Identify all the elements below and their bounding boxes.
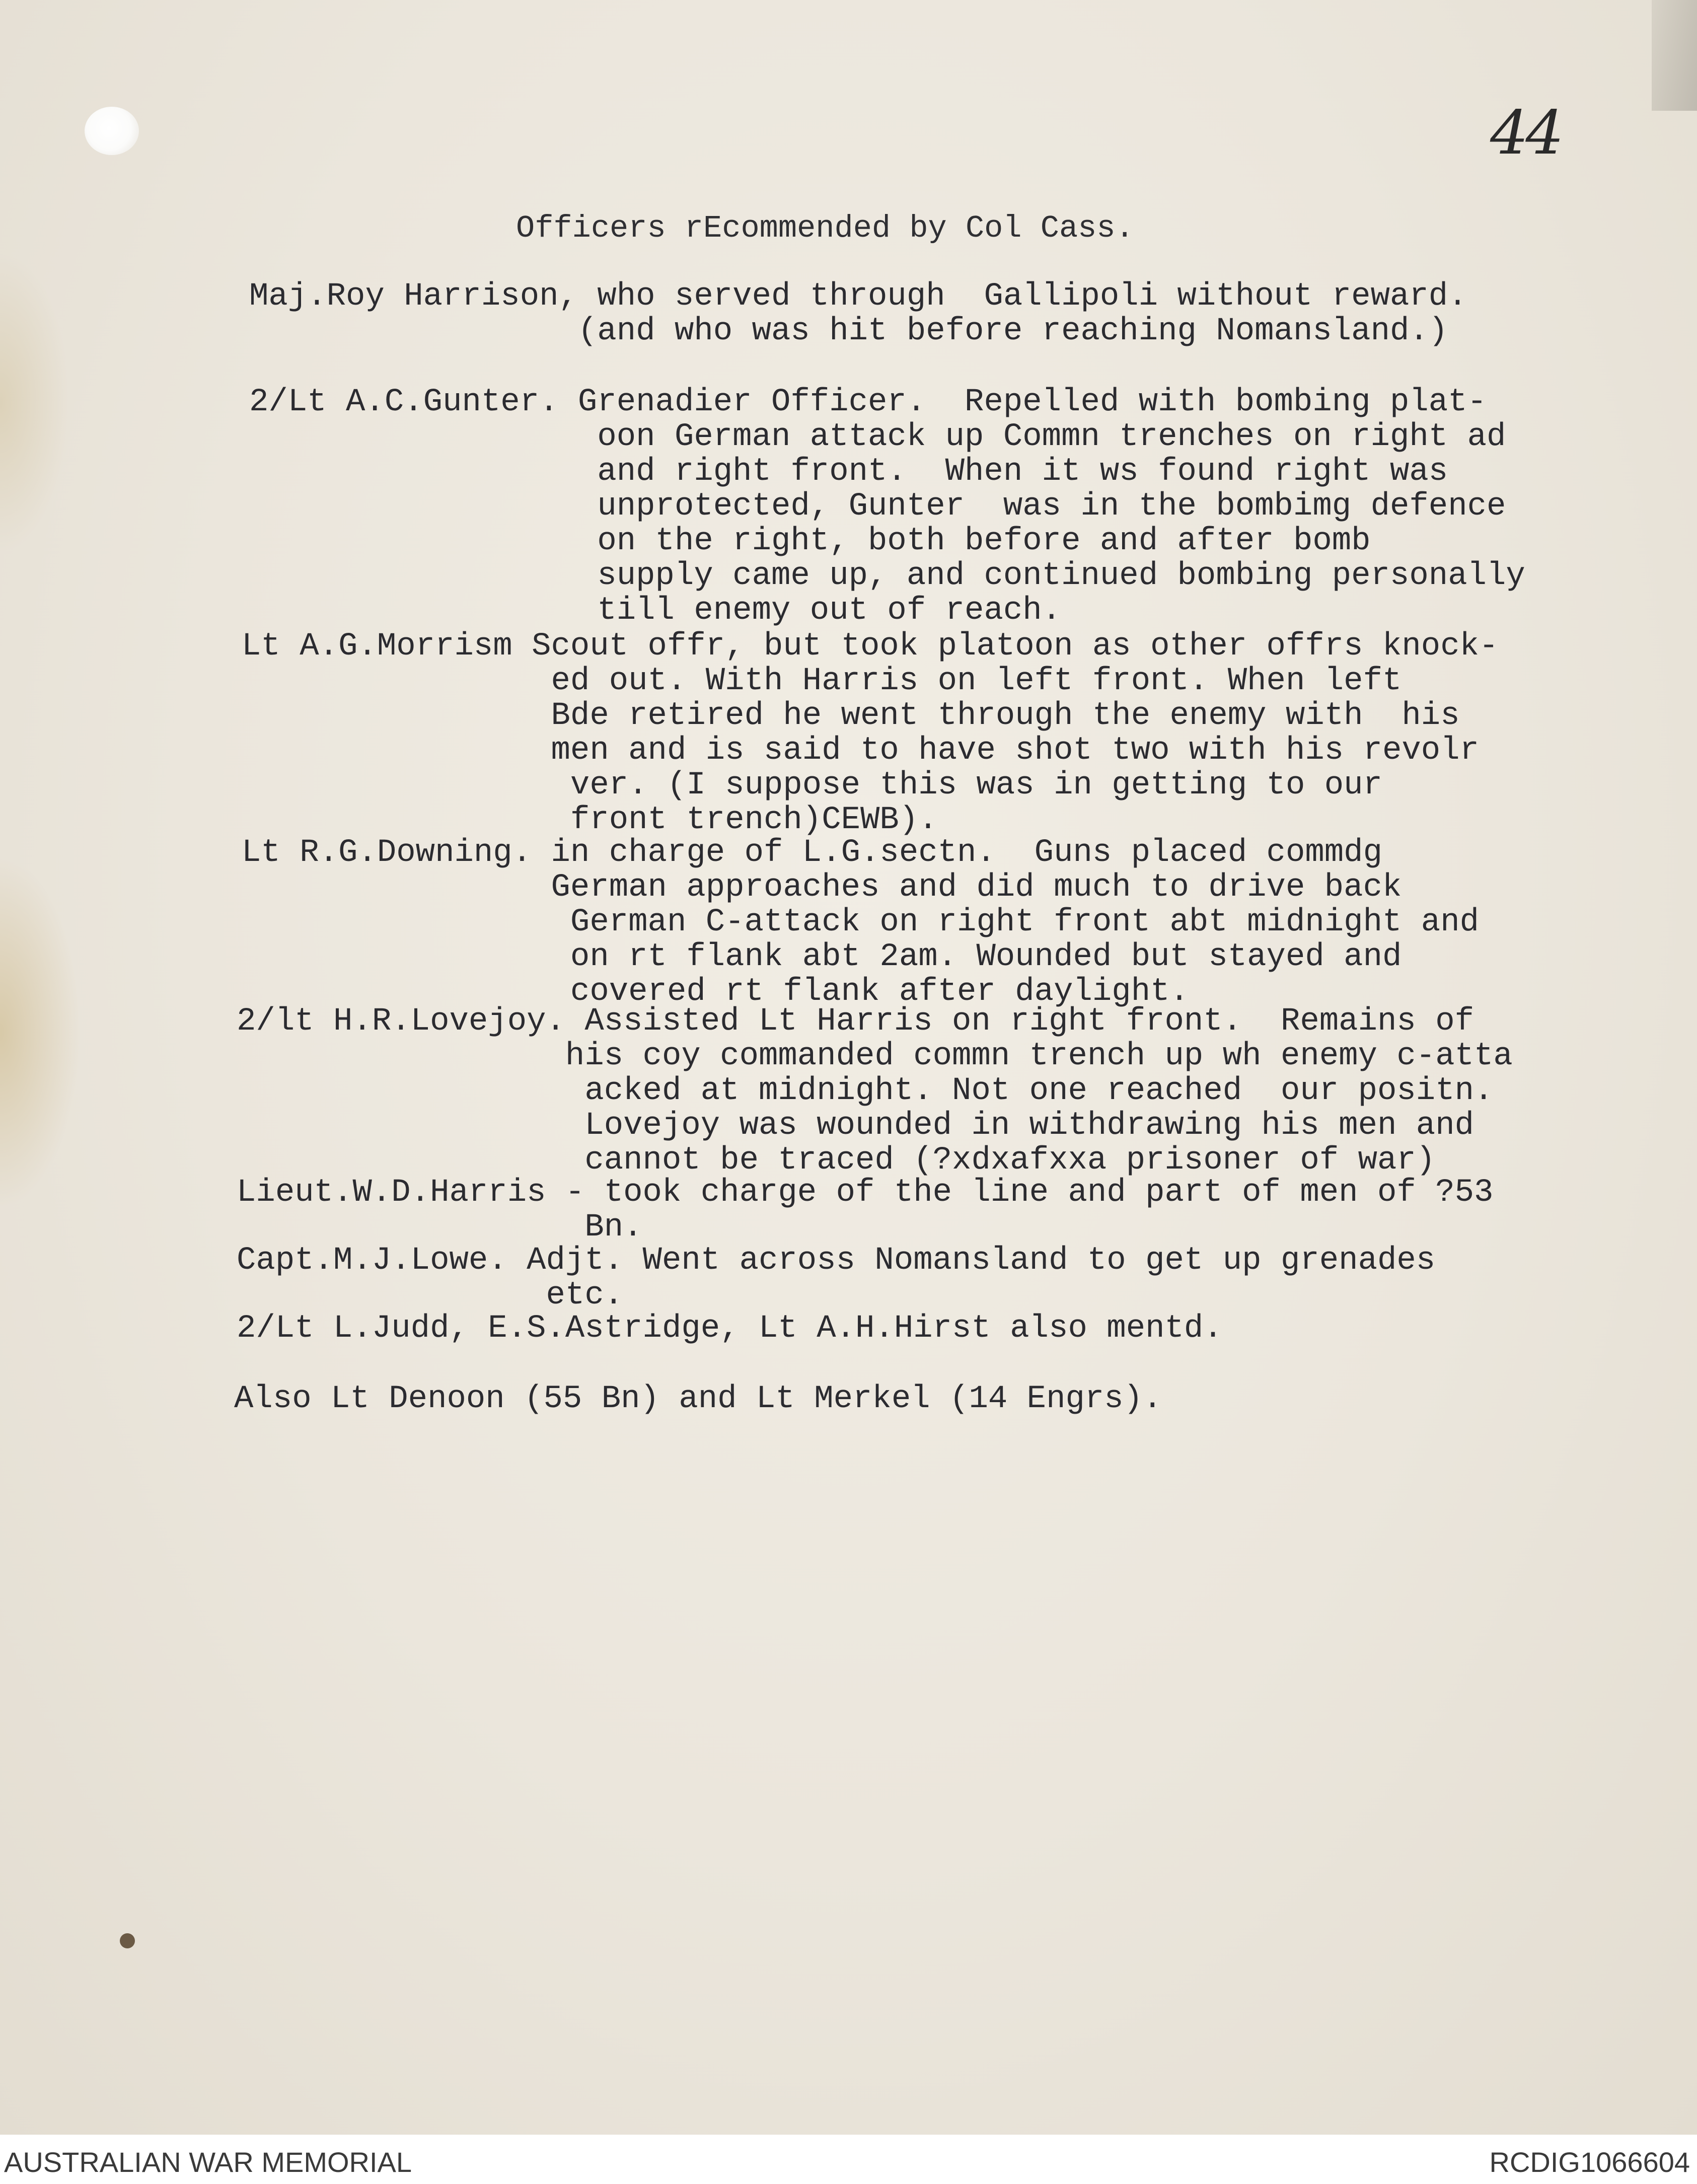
paper-stain	[0, 252, 70, 554]
officer-entry: Lieut.W.D.Harris - took charge of the line and part of men of ?53 Bn.	[237, 1175, 1494, 1246]
officer-entry: Maj.Roy Harrison, who served through Gallipoli without reward. (and who was hit before reaching Nomansland.)	[249, 278, 1467, 349]
paper-stain	[0, 856, 81, 1208]
archive-footer	[0, 2135, 1697, 2184]
officer-entry: Also Lt Denoon (55 Bn) and Lt Merkel (14 Engrs).	[234, 1381, 1162, 1417]
reference-id: RCDIG1066604	[1489, 2146, 1690, 2178]
officer-entry: Lt R.G.Downing. in charge of L.G.sectn. Guns placed commdg German approaches and did much to drive back German C-attack on right front abt midnight and on rt flank abt 2am. Wounded but stayed and covered rt flank after daylight.	[242, 835, 1479, 1010]
ink-spot	[120, 1933, 135, 1948]
officer-entry: Lt A.G.Morrism Scout offr, but took platoon as other offrs knock- ed out. With Harris on left front. When left Bde retired he went through the enemy with his men and is said to have shot two with his revolr ver. (I suppose this was in getting to our front trench)CEWB).	[242, 628, 1499, 838]
officer-entry: 2/Lt L.Judd, E.S.Astridge, Lt A.H.Hirst also mentd.	[237, 1311, 1223, 1347]
officer-entry: 2/Lt A.C.Gunter. Grenadier Officer. Repelled with bombing plat- oon German attack up Commn trenches on right ad and right front. When it ws found right was unprotected, Gunter was in the bombimg defence on the right, both before and after bomb supply came up, and continued bombing personally till enemy out of reach.	[249, 384, 1525, 629]
officer-entry: 2/lt H.R.Lovejoy. Assisted Lt Harris on right front. Remains of his coy commanded commn trench up wh enemy c-atta acked at midnight. Not one reached our positn. Lovejoy was wounded in withdrawing his men and cannot be traced (?xdxafxxa prisoner of war)	[237, 1003, 1513, 1179]
document-title: Officers rEcommended by Col Cass.	[516, 210, 1134, 246]
officer-entry: Capt.M.J.Lowe. Adjt. Went across Nomansland to get up grenades etc.	[237, 1243, 1436, 1314]
punch-hole	[85, 107, 139, 155]
institution-label: AUSTRALIAN WAR MEMORIAL	[4, 2146, 412, 2178]
page-number: 44	[1490, 98, 1561, 168]
folded-corner	[1652, 0, 1697, 111]
